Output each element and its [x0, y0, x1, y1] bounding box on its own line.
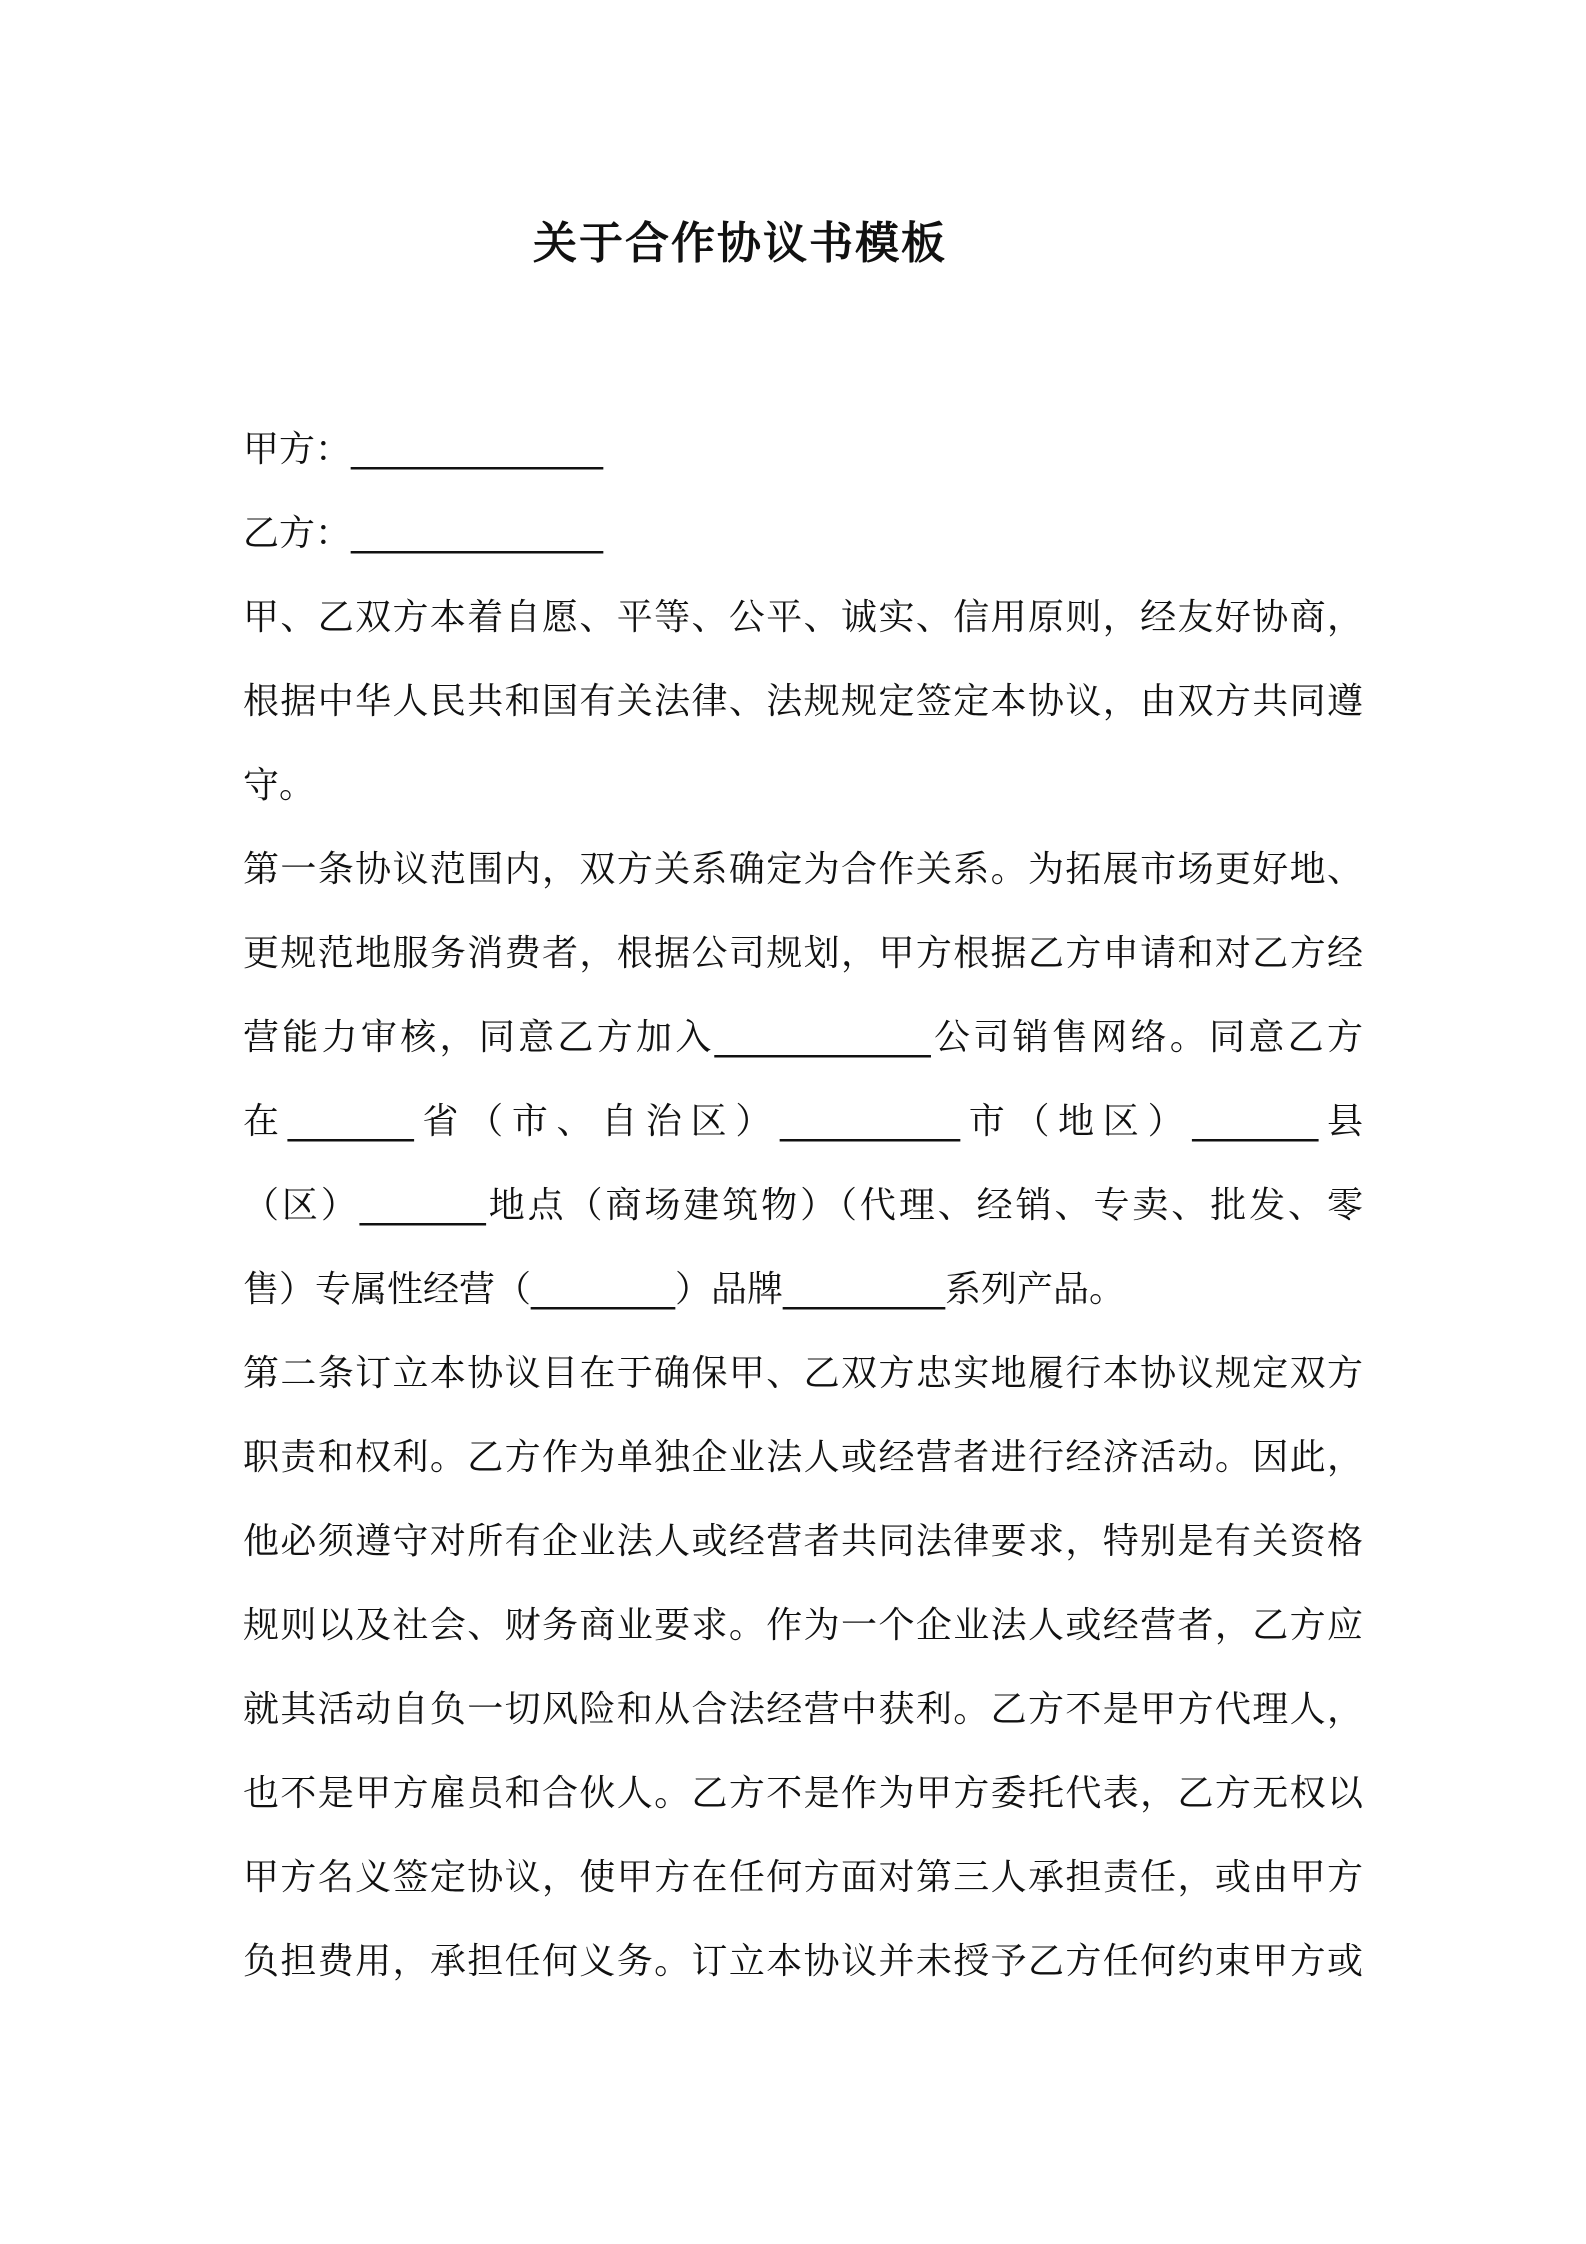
article-2-line: 负担费用，承担任何义务。订立本协议并未授予乙方任何约束甲方或	[243, 1941, 1363, 1982]
article-2-line: 甲方名义签定协议，使甲方在任何方面对第三人承担责任，或由甲方	[243, 1857, 1363, 1898]
document-title: 关于合作协议书模板	[533, 218, 947, 269]
article-2-line: 就其活动自负一切风险和从合法经营中获利。乙方不是甲方代理人，	[243, 1689, 1363, 1730]
article-2-line: 也不是甲方雇员和合伙人。乙方不是作为甲方委托代表，乙方无权以	[243, 1773, 1363, 1814]
preamble-line: 甲、乙双方本着自愿、平等、公平、诚实、信用原则，经友好协商，	[243, 597, 1363, 638]
article-1-line: 更规范地服务消费者，根据公司规划，甲方根据乙方申请和对乙方经	[243, 933, 1363, 974]
party-b-line: 乙方：______________	[243, 513, 604, 554]
article-1-line: 营能力审核，同意乙方加入____________公司销售网络。同意乙方	[243, 1017, 1363, 1058]
document-body	[243, 408, 1363, 2004]
article-1-line: 第一条协议范围内，双方关系确定为合作关系。为拓展市场更好地、	[243, 849, 1363, 890]
article-1-line: 售）专属性经营（________）品牌_________系列产品。	[243, 1269, 1126, 1310]
article-2-line: 第二条订立本协议目在于确保甲、乙双方忠实地履行本协议规定双方	[243, 1353, 1363, 1394]
article-2-line: 规则以及社会、财务商业要求。作为一个企业法人或经营者，乙方应	[243, 1605, 1363, 1646]
party-a-line: 甲方：______________	[243, 429, 604, 470]
preamble-line: 守。	[243, 765, 316, 806]
article-2-line: 他必须遵守对所有企业法人或经营者共同法律要求，特别是有关资格	[243, 1521, 1363, 1562]
article-1-line: （区）_______地点（商场建筑物）（代理、经销、专卖、批发、零	[243, 1185, 1363, 1226]
article-1-line: 在_______省（市、自治区）__________市（地区）_______县	[243, 1101, 1363, 1142]
article-2-line: 职责和权利。乙方作为单独企业法人或经营者进行经济活动。因此，	[243, 1437, 1363, 1478]
preamble-line: 根据中华人民共和国有关法律、法规规定签定本协议，由双方共同遵	[243, 681, 1363, 722]
